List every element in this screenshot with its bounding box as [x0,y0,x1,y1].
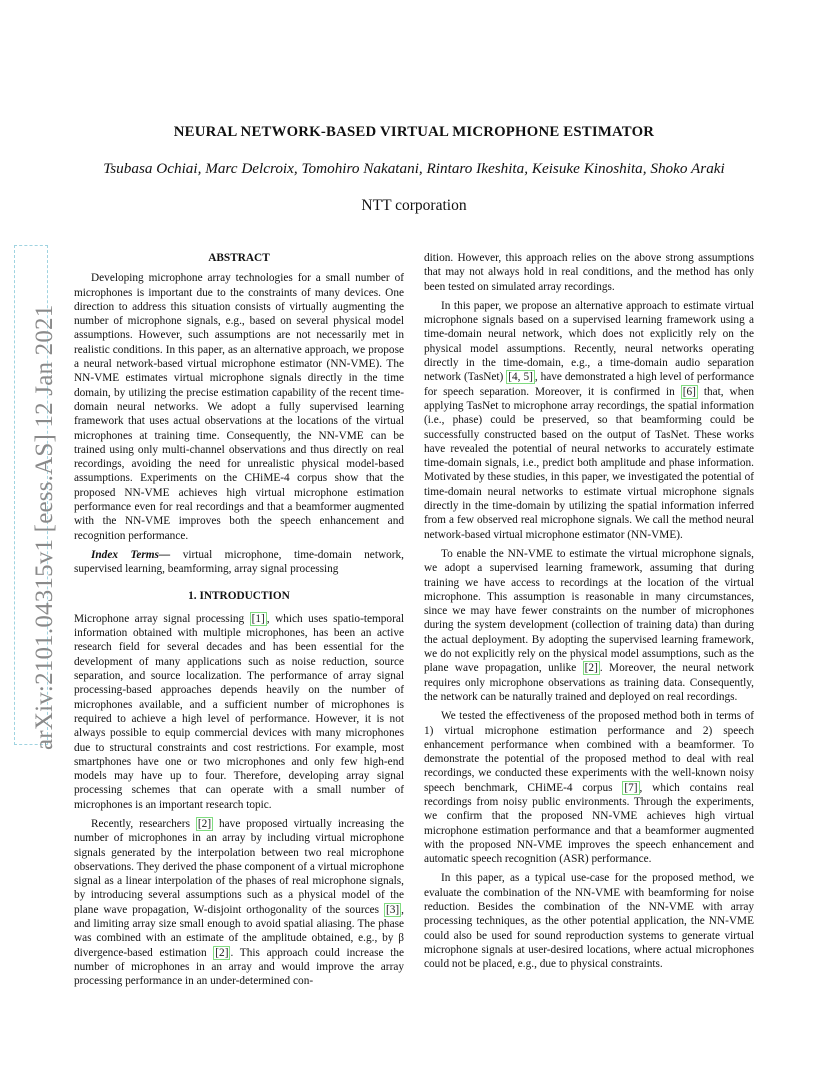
text-run: , have demonstrated a high level of performance for speech separation. Moreover, it is confirmed in [424,371,754,398]
index-terms-label: Index Terms— [91,548,171,561]
text-run: that, when applying TasNet to microphone array recordings, the spatial information (i.e., phase) could be preserved, so that beamforming could be successfully constructed based on the output of TasNet. These works have revealed the potential of neural networks to accurately estimate time-domain signals, i.e., predict both amplitude and phase information. Motivated by these studies, in this paper, we investigated the potential of time-domain neural networks to estimate virtual microphone signals directly in the time-domain by utilizing the spatial information inferred from a few observed real microphone signals. We call the method neural network-based virtual microphone estimator (NN-VME). [424,385,755,541]
section-heading-introduction: 1. INTRODUCTION [188,589,290,602]
intro-paragraph-continued: dition. However, this approach relies on the above strong assumptions that may not always hold in real conditions, and the method has only been tested on simulated array recordings. [424,252,754,293]
index-terms [74,548,404,577]
author-list: Tsubasa Ochiai, Marc Delcroix, Tomohiro Nakatani, Rintaro Ikeshita, Keisuke Kinoshita, Shoko Araki [103,160,725,177]
text-run: We tested the effectiveness of the proposed method both in terms of 1) virtual microphone estimation performance and 2) speech enhancement performance when combined with a beamformer. To demonstrate the potential of the proposed method to deal with real recordings, we conducted these experiments with the well-known noisy speech benchmark, CHiME-4 corpus [424,710,754,794]
text-run: . Moreover, the neural network requires only microphone observations as training data. Consequently, the network can be naturally trained and deployed on real recordings. [424,662,754,703]
citation-link[interactable]: [1] [251,612,265,625]
intro-paragraph-5 [424,709,754,866]
abstract-heading: ABSTRACT [208,252,270,264]
index-terms-text: virtual microphone, time-domain network, supervised learning, beamforming, array signal processing [74,548,404,576]
intro-paragraph-1 [74,612,404,812]
left-column [74,251,404,994]
citation-link[interactable]: [4, 5] [508,371,533,384]
affiliation: NTT corporation [361,197,467,214]
citation-link[interactable]: [2] [197,817,212,830]
text-run: To enable the NN-VME to estimate the virtual microphone signals, we adopt a supervised learning framework, assuming that during training we have access to recordings at the location of the virtual microphone. This assumption is reasonable in many circumstances, since we may have fewer constraints on the number of microphones during the system development (collection of training data) than during the actual deployment. By adopting the supervised learning framework, we do not explicitly rely on the physical model assumptions, such as the plane wave propagation, unlike [424,547,754,675]
paper-title: NEURAL NETWORK-BASED VIRTUAL MICROPHONE ESTIMATOR [173,124,655,140]
citation-link[interactable]: [2] [215,946,229,959]
intro-paragraph-2 [74,817,404,989]
text-run: Microphone array signal processing [74,612,250,625]
citation-link[interactable]: [7] [624,781,638,794]
intro-paragraph-3 [424,299,754,542]
intro-paragraph-4 [424,547,754,704]
text-run: , which uses spatio-temporal information obtained with multiple microphones, has been an active research field for several decades and has been essential for the development of many applications such as noise reduction, source separation, and source localization. The performance of array signal processing-based approaches depends heavily on the number of microphones available, and a sufficient number of microphones is required to achieve a high level of performance. However, it is not always possible to equip commercial devices with many microphones due to structural constraints and cost restrictions. For example, most smartphones have one or two microphones and only few high-end models may have up to four. Therefore, developing array signal processing schemes that can operate with a small number of microphones is an important research topic. [74,612,404,811]
text-run: . This approach could increase the number of microphones in an array and would improve the array processing performance in an under-determined con- [74,946,404,988]
text-run: , and limiting array size small enough to avoid spatial aliasing. The phase was combined with an estimate of the amplitude obtained, e.g., by β divergence-based estimation [74,903,404,959]
text-run: Recently, researchers [91,817,196,830]
text-run: In this paper, we propose an alternative approach to estimate virtual microphone signals based on a supervised learning framework using a time-domain neural network, which does not explicitly rely on the physical model assumptions. Recently, neural networks operating directly in the time-domain, e.g., a time-domain audio separation network (TasNet) [424,299,754,384]
citation-link[interactable]: [2] [584,662,598,675]
text-run: have proposed virtually increasing the number of microphones in an array by including virtual microphone signals generated by the interpolation between two real microphone observations. They derived the phase component of a virtual microphone signal as a linear interpolation of the phases of real microphone signals, by introducing several assumptions such as a physical model of the plane wave propagation, W-disjoint orthogonality of the sources [74,817,404,916]
citation-link[interactable]: [3] [385,903,400,916]
citation-link[interactable]: [6] [682,385,696,398]
text-run: , which contains real recordings from noisy public environments. Through the experiments, we confirm that the proposed NN-VME achieves high virtual microphone estimation performance and that a beamformer augmented with the proposed NN-VME improves the speech enhancement and automatic speech recognition (ASR) performance. [424,781,754,866]
right-column [424,251,754,977]
arxiv-stamp[interactable]: arXiv:2101.04315v1 [eess.AS] 12 Jan 2021 [31,304,58,750]
abstract-text: Developing microphone array technologies for a small number of microphones is important due to the constraints of many devices. One direction to address this situation consists of virtually augmenting the number of microphone signals, e.g., based on several physical model assumptions. However, such assumptions are not necessarily met in realistic conditions. In this paper, as an alternative approach, we propose a neural network-based virtual microphone estimator (NN-VME). The NN-VME estimates virtual microphone signals directly in the time domain, by utilizing the precise estimation capability of the recent time-domain neural networks. We adopt a fully supervised learning framework that uses actual observations at the locations of the virtual microphones at training time. Consequently, the NN-VME can be trained using only multi-channel observations and thus directly on real recordings, avoiding the need for unrealistic physical model-based assumptions. Experiments on the CHiME-4 corpus show that the proposed NN-VME achieves high virtual microphone estimation performance even for real recordings and that a beamformer augmented with the NN-VME improves both the speech enhancement and recognition performance. [74,272,404,542]
intro-paragraph-6: In this paper, as a typical use-case for the proposed method, we evaluate the combination of the NN-VME with beamforming for noise reduction. Besides the combination of the NN-VME with array processing techniques, as the other potential application, the NN-VME could also be used for sound reproduction systems to generate virtual microphone signals at user-desired locations, where actual microphones could not be placed, e.g., due to physical constraints. [424,872,754,971]
